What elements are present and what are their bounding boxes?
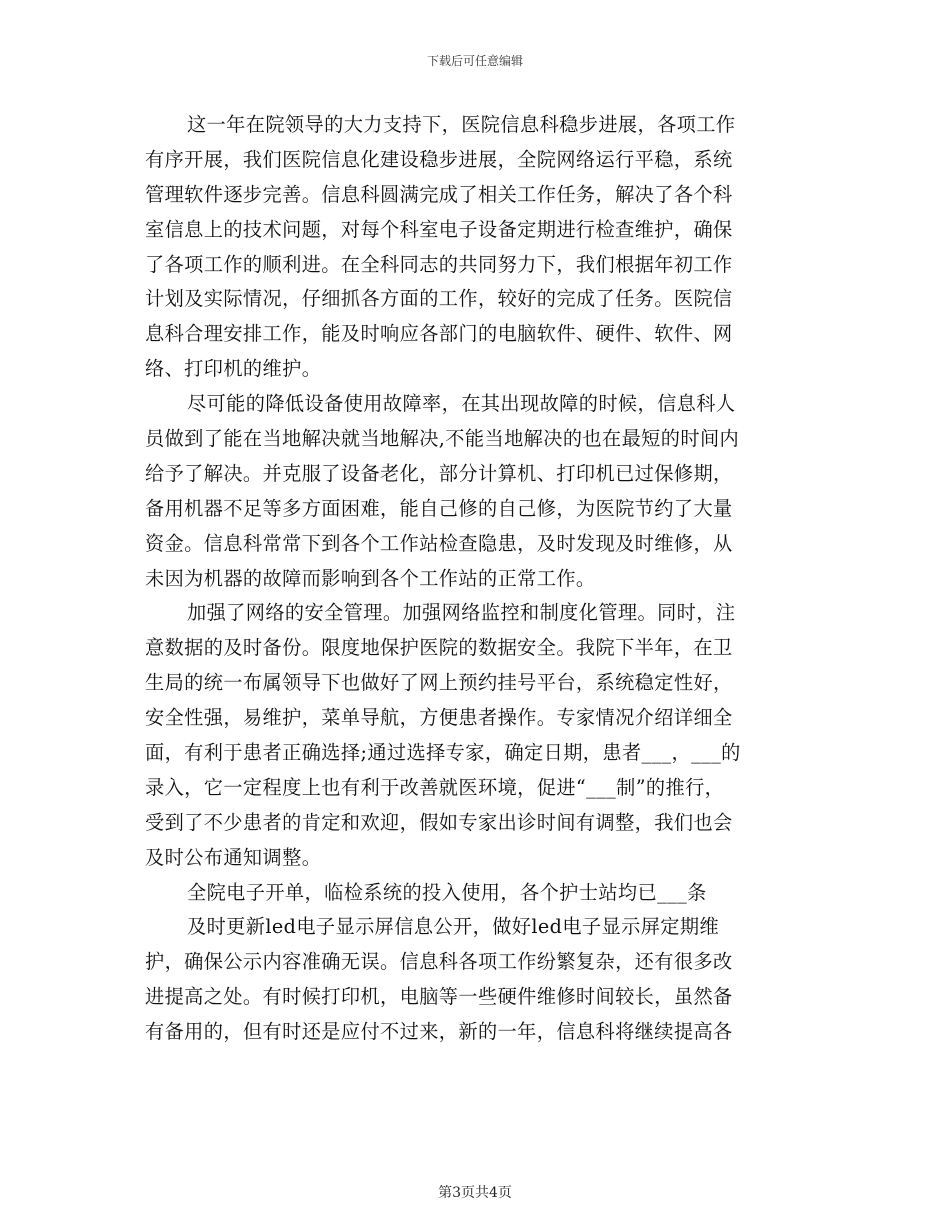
text-line: 未因为机器的故障而影响到各个工作站的正常工作。 — [145, 566, 596, 590]
text-line: 全院电子开单，临检系统的投入使用，各个护士站均已___条 — [187, 880, 707, 904]
text-line: 有备用的，但有时还是应付不过来，新的一年，信息科将继续提高各 — [145, 1020, 733, 1044]
text-line: 备用机器不足等多方面困难，能自己修的自己修，为医院节约了大量 — [145, 496, 733, 520]
text-line: 生局的统一布属领导下也做好了网上预约挂号平台，系统稳定性好， — [145, 671, 733, 695]
text-line: 尽可能的降低设备使用故障率，在其出现故障的时候，信息科人 — [187, 392, 736, 416]
text-line: 进提高之处。有时候打印机，电脑等一些硬件维修时间较长，虽然备 — [145, 985, 733, 1009]
text-line: 这一年在院领导的大力支持下，医院信息科稳步进展，各项工作 — [187, 113, 736, 136]
text-line: 受到了不少患者的肯定和欢迎，假如专家出诊时间有调整，我们也会 — [145, 810, 733, 834]
text-line: 面，有利于患者正确选择;通过选择专家，确定日期，患者___，___的 — [145, 741, 741, 765]
text-line: 管理软件逐步完善。信息科圆满完成了相关工作任务，解决了各个科 — [145, 182, 733, 206]
text-line: 室信息上的技术问题，对每个科室电子设备定期进行检查维护，确保 — [145, 217, 733, 241]
text-line: 护，确保公示内容准确无误。信息科各项工作纷繁复杂，还有很多改 — [145, 950, 733, 974]
text-line: 给予了解决。并克服了设备老化，部分计算机、打印机已过保修期， — [145, 461, 733, 485]
text-line: 了各项工作的顺利进。在全科同志的共同努力下，我们根据年初工作 — [145, 252, 733, 276]
text-line: 资金。信息科常常下到各个工作站检查隐患，及时发现及时维修，从 — [145, 531, 733, 555]
text-line: 员做到了能在当地解决就当地解决,不能当地解决的也在最短的时间内 — [145, 427, 740, 451]
document-body — [145, 108, 805, 1050]
text-line: 加强了网络的安全管理。加强网络监控和制度化管理。同时，注 — [187, 601, 736, 625]
text-line: 及时公布通知调整。 — [145, 845, 322, 869]
text-line: 意数据的及时备份。限度地保护医院的数据安全。我院下半年，在卫 — [145, 636, 733, 660]
text-line: 及时更新led电子显示屏信息公开，做好led电子显示屏定期维 — [187, 915, 720, 939]
text-line: 有序开展，我们医院信息化建设稳步进展，全院网络运行平稳，系统 — [145, 147, 733, 171]
text-line: 安全性强，易维护，菜单导航，方便患者操作。专家情况介绍详细全 — [145, 706, 733, 730]
text-line: 录入，它一定程度上也有利于改善就医环境，促进“___制”的推行， — [145, 775, 725, 799]
page-footer: 第3页共4页 — [438, 1185, 512, 1201]
text-line: 息科合理安排工作，能及时响应各部门的电脑软件、硬件、软件、网 — [145, 322, 733, 346]
page-header: 下载后可任意编辑 — [426, 54, 523, 68]
text-line: 络、打印机的维护。 — [145, 357, 322, 381]
text-line: 计划及实际情况，仔细抓各方面的工作，较好的完成了任务。医院信 — [145, 287, 733, 311]
